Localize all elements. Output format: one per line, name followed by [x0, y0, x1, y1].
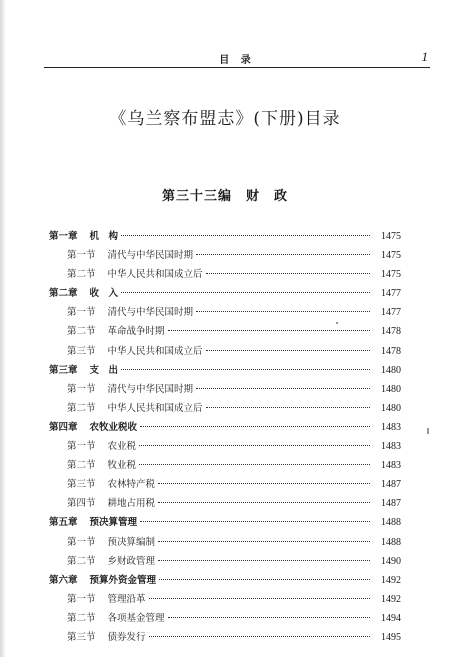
toc-dot-leader	[168, 329, 370, 331]
toc-entry-number: 第二节	[67, 555, 96, 567]
toc-entry-title: 预算外资金管理	[89, 574, 157, 586]
toc-entry-number: 第一节	[67, 593, 96, 605]
toc-entry-number: 第四章	[49, 421, 78, 433]
toc-page-number: 1477	[381, 288, 401, 300]
toc-dot-leader	[149, 597, 370, 599]
toc-dot-leader	[158, 501, 370, 503]
toc-dot-leader	[196, 387, 370, 389]
toc-entry-number: 第三节	[67, 631, 96, 643]
toc-entry-title: 农林特产税	[107, 479, 156, 491]
toc-entry-title: 预决算管理	[89, 517, 138, 529]
header-page-number: 1	[421, 49, 428, 64]
toc-entry-title: 中华人民共和国成立后	[107, 345, 203, 357]
toc-entry-number: 第五章	[49, 517, 78, 529]
toc-section-row[interactable]	[49, 476, 401, 495]
toc-entry-number: 第一节	[67, 441, 96, 453]
toc-entry-title: 清代与中华民国时期	[107, 250, 194, 262]
toc-entry-title: 中华人民共和国成立后	[107, 402, 203, 414]
toc-section-row[interactable]	[49, 247, 401, 266]
toc-dot-leader	[139, 463, 370, 465]
toc-chapter-row[interactable]	[49, 362, 401, 381]
toc-dot-leader	[149, 635, 370, 637]
toc-entry-title: 机 构	[89, 231, 119, 242]
scan-speck	[336, 322, 338, 324]
toc-dot-leader	[121, 234, 370, 236]
toc-section-row[interactable]	[49, 343, 401, 362]
toc-page-number: 1488	[381, 517, 401, 529]
toc-entry-number: 第四节	[67, 498, 96, 510]
toc-page-number: 1480	[381, 364, 401, 376]
toc-page-number: 1490	[381, 555, 401, 567]
toc-dot-leader	[121, 291, 370, 293]
toc-entry-number: 第三节	[67, 345, 96, 357]
toc-chapter-row[interactable]	[49, 228, 401, 247]
toc-entry-number: 第三章	[49, 364, 78, 376]
toc-entry-title: 管理沿革	[107, 593, 146, 605]
toc-entry-number: 第一节	[67, 383, 96, 395]
toc-page-number: 1475	[381, 231, 401, 242]
toc-entry-number: 第二节	[67, 460, 96, 472]
toc-entry-number: 第二节	[67, 269, 96, 281]
toc-dot-leader	[196, 253, 370, 255]
toc-section-row[interactable]	[49, 438, 401, 457]
toc-chapter-row[interactable]	[49, 419, 401, 438]
toc-entry-title: 中华人民共和国成立后	[107, 269, 203, 281]
toc-entry-title: 支 出	[89, 364, 119, 376]
toc-page-number: 1494	[381, 612, 401, 624]
toc-dot-leader	[121, 368, 370, 370]
page-edge-shadow	[0, 0, 6, 657]
toc-chapter-row[interactable]	[49, 285, 401, 304]
table-of-contents	[49, 228, 401, 648]
toc-entry-title: 预决算编制	[107, 536, 156, 548]
toc-entry-title: 牧业税	[107, 460, 137, 472]
scan-speck	[427, 428, 429, 434]
toc-dot-leader	[196, 310, 370, 312]
toc-page-number: 1492	[381, 593, 401, 605]
toc-entry-title: 各项基金管理	[107, 612, 165, 624]
toc-section-row[interactable]	[49, 381, 401, 400]
toc-entry-number: 第一节	[67, 307, 96, 319]
toc-chapter-row[interactable]	[49, 514, 401, 533]
toc-entry-title: 农牧业税收	[89, 421, 138, 433]
toc-section-row[interactable]	[49, 323, 401, 342]
toc-dot-leader	[159, 578, 370, 580]
toc-entry-title: 清代与中华民国时期	[107, 383, 194, 395]
toc-page-number: 1487	[381, 498, 401, 510]
toc-entry-number: 第二节	[67, 612, 96, 624]
toc-page-number: 1483	[381, 441, 401, 453]
toc-page-number: 1478	[381, 326, 401, 338]
toc-section-row[interactable]	[49, 591, 401, 610]
toc-section-row[interactable]	[49, 400, 401, 419]
toc-entry-number: 第三节	[67, 479, 96, 491]
toc-section-row[interactable]	[49, 610, 401, 629]
toc-entry-number: 第六章	[49, 574, 78, 586]
toc-dot-leader	[206, 349, 370, 351]
toc-page-number: 1480	[381, 402, 401, 414]
toc-entry-number: 第一节	[67, 250, 96, 262]
toc-section-row[interactable]	[49, 304, 401, 323]
toc-dot-leader	[139, 444, 370, 446]
toc-entry-title: 农业税	[107, 441, 137, 453]
toc-entry-title: 收 入	[89, 288, 119, 300]
toc-dot-leader	[158, 482, 370, 484]
toc-entry-title: 革命战争时期	[107, 326, 165, 338]
toc-dot-leader	[158, 540, 370, 542]
toc-page-number: 1475	[381, 269, 401, 281]
section-title: 第三十三编 财 政	[161, 189, 288, 204]
toc-section-row[interactable]	[49, 495, 401, 514]
toc-section-row[interactable]	[49, 629, 401, 648]
toc-page-number: 1475	[381, 250, 401, 262]
toc-section-row[interactable]	[49, 553, 401, 572]
toc-entry-title: 清代与中华民国时期	[107, 307, 194, 319]
toc-page-number: 1488	[381, 536, 401, 548]
toc-chapter-row[interactable]	[49, 572, 401, 591]
toc-section-row[interactable]	[49, 534, 401, 553]
toc-dot-leader	[168, 616, 370, 618]
toc-page-number: 1487	[381, 479, 401, 491]
toc-entry-number: 第二节	[67, 402, 96, 414]
toc-page-number: 1483	[381, 421, 401, 433]
toc-entry-number: 第一节	[67, 536, 96, 548]
toc-dot-leader	[206, 272, 370, 274]
toc-entry-number: 第二章	[49, 288, 78, 300]
toc-page-number: 1495	[381, 631, 401, 643]
toc-entry-title: 耕地占用税	[107, 498, 156, 510]
toc-page-number: 1492	[381, 574, 401, 586]
toc-dot-leader	[140, 520, 370, 522]
header-title: 目 录	[219, 55, 255, 66]
toc-entry-title: 乡财政管理	[107, 555, 156, 567]
toc-page-number: 1480	[381, 383, 401, 395]
toc-dot-leader	[158, 559, 370, 561]
running-header	[44, 51, 430, 68]
toc-page-number: 1483	[381, 460, 401, 472]
toc-dot-leader	[206, 406, 370, 408]
book-title: 《乌兰察布盟志》(下册)目录	[109, 109, 341, 129]
toc-page-number: 1478	[381, 345, 401, 357]
toc-entry-number: 第二节	[67, 326, 96, 338]
toc-section-row[interactable]	[49, 266, 401, 285]
toc-page-number: 1477	[381, 307, 401, 319]
toc-entry-title: 债券发行	[107, 631, 146, 643]
toc-entry-number: 第一章	[49, 231, 78, 242]
toc-dot-leader	[140, 425, 370, 427]
toc-section-row[interactable]	[49, 457, 401, 476]
